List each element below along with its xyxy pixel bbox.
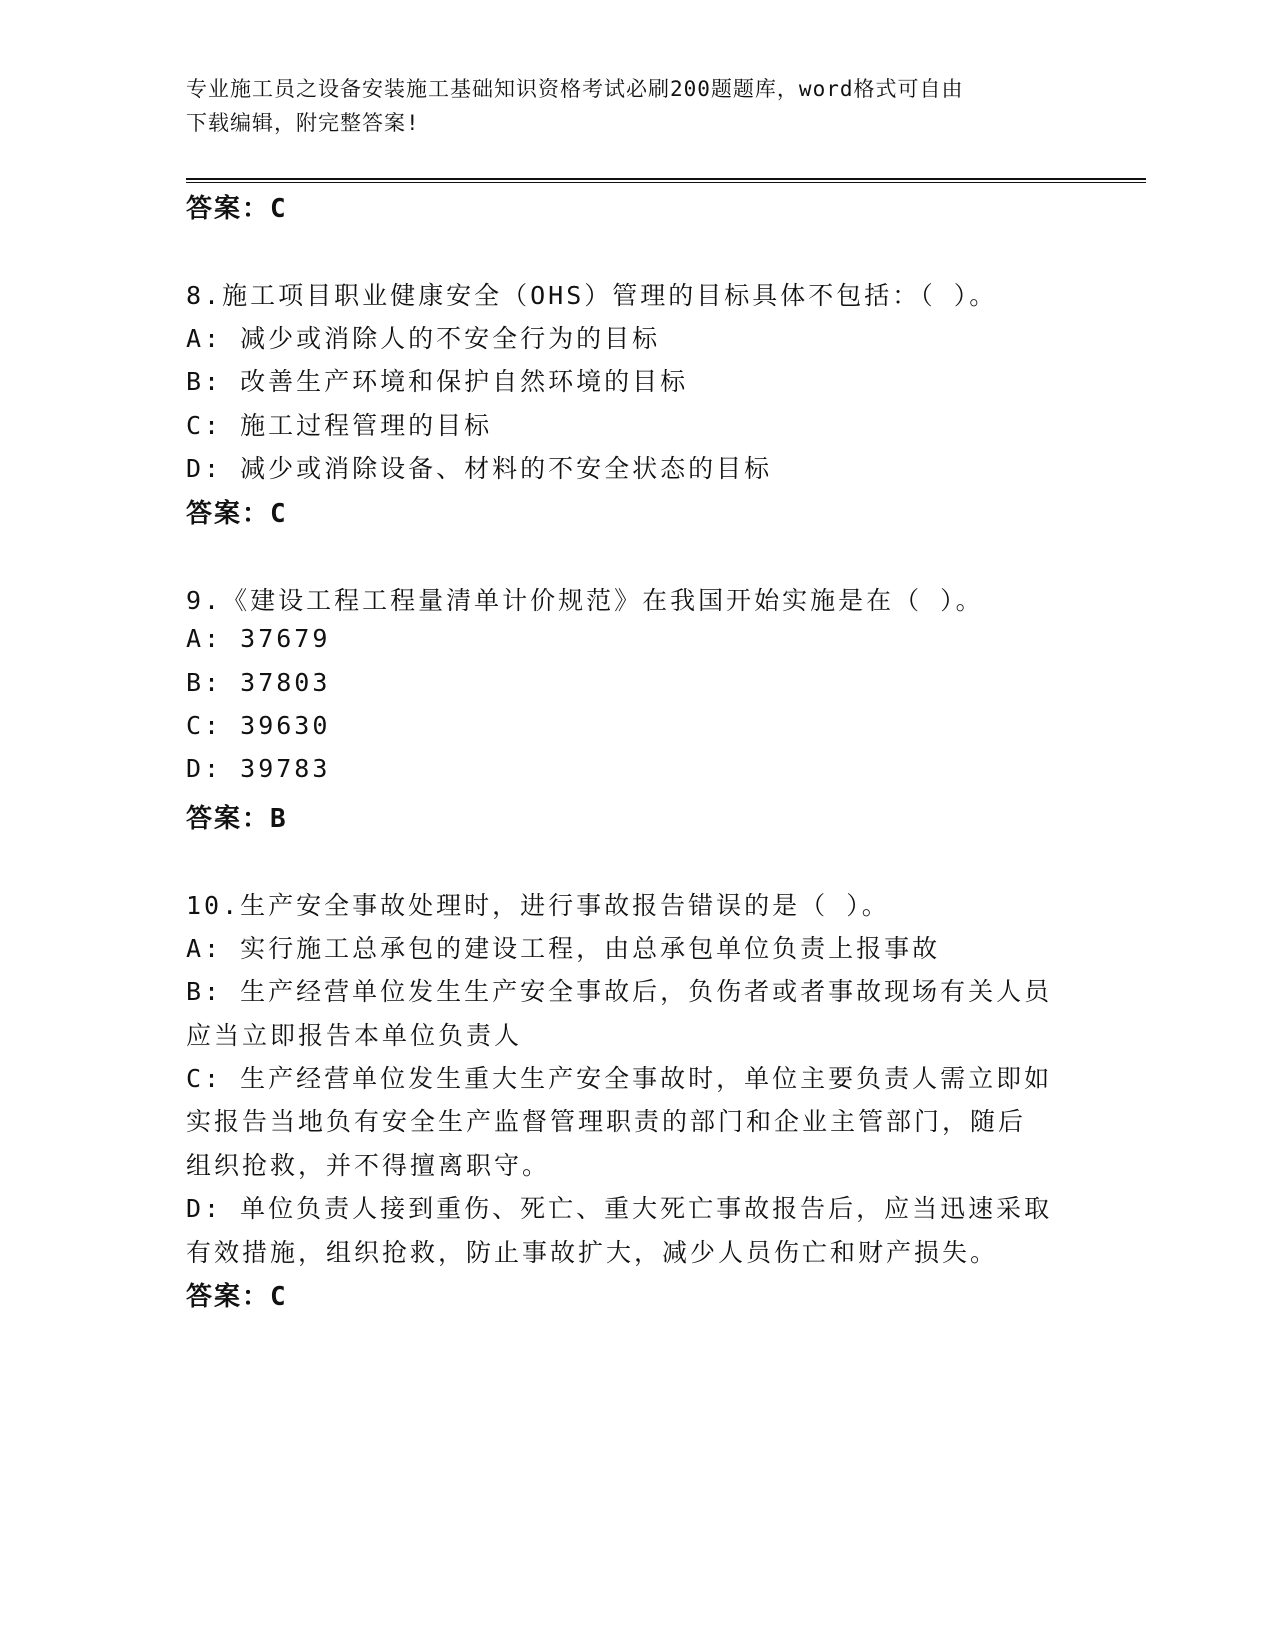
question-8-option-c: C: 施工过程管理的目标 xyxy=(186,411,493,440)
question-10-option-c-line-3: 组织抢救，并不得擅离职守。 xyxy=(186,1151,551,1180)
question-10-option-c-line-1: C: 生产经营单位发生重大生产安全事故时，单位主要负责人需立即如 xyxy=(186,1064,1053,1093)
document-header xyxy=(186,72,1086,140)
question-9-text: 9.《建设工程工程量清单计价规范》在我国开始实施是在（ ）。 xyxy=(186,586,984,615)
question-10-answer: 答案：C xyxy=(186,1282,288,1312)
previous-answer: 答案：C xyxy=(186,194,288,224)
question-8-option-a: A: 减少或消除人的不安全行为的目标 xyxy=(186,324,661,353)
question-10-option-d-line-2: 有效措施，组织抢救，防止事故扩大，减少人员伤亡和财产损失。 xyxy=(186,1238,999,1267)
question-9-option-c: C: 39630 xyxy=(186,711,331,740)
question-9-option-a: A: 37679 xyxy=(186,624,331,653)
question-9-answer: 答案：B xyxy=(186,804,288,834)
question-8-option-d: D: 减少或消除设备、材料的不安全状态的目标 xyxy=(186,454,773,483)
question-10-option-c-line-2: 实报告当地负有安全生产监督管理职责的部门和企业主管部门，随后 xyxy=(186,1107,1027,1136)
question-9-option-b: B: 37803 xyxy=(186,668,331,697)
header-divider-thick xyxy=(186,178,1146,180)
header-divider-thin xyxy=(186,182,1146,183)
question-10-option-b-line-2: 应当立即报告本单位负责人 xyxy=(186,1021,523,1050)
question-10-text: 10.生产安全事故处理时，进行事故报告错误的是（ ）。 xyxy=(186,891,890,920)
question-10-option-a: A: 实行施工总承包的建设工程，由总承包单位负责上报事故 xyxy=(186,934,941,963)
question-9-option-d: D: 39783 xyxy=(186,754,331,783)
question-10-option-b-line-1: B: 生产经营单位发生生产安全事故后，负伤者或者事故现场有关人员 xyxy=(186,977,1053,1006)
question-8-answer: 答案：C xyxy=(186,499,288,529)
question-8-text: 8.施工项目职业健康安全（OHS）管理的目标具体不包括：（ ）。 xyxy=(186,281,998,310)
header-title-line-2: 下载编辑，附完整答案! xyxy=(186,111,420,135)
question-10-option-d-line-1: D: 单位负责人接到重伤、死亡、重大死亡事故报告后，应当迅速采取 xyxy=(186,1194,1053,1223)
question-8-option-b: B: 改善生产环境和保护自然环境的目标 xyxy=(186,367,689,396)
header-title-line-1: 专业施工员之设备安装施工基础知识资格考试必刷200题题库，word格式可自由 xyxy=(186,77,964,101)
